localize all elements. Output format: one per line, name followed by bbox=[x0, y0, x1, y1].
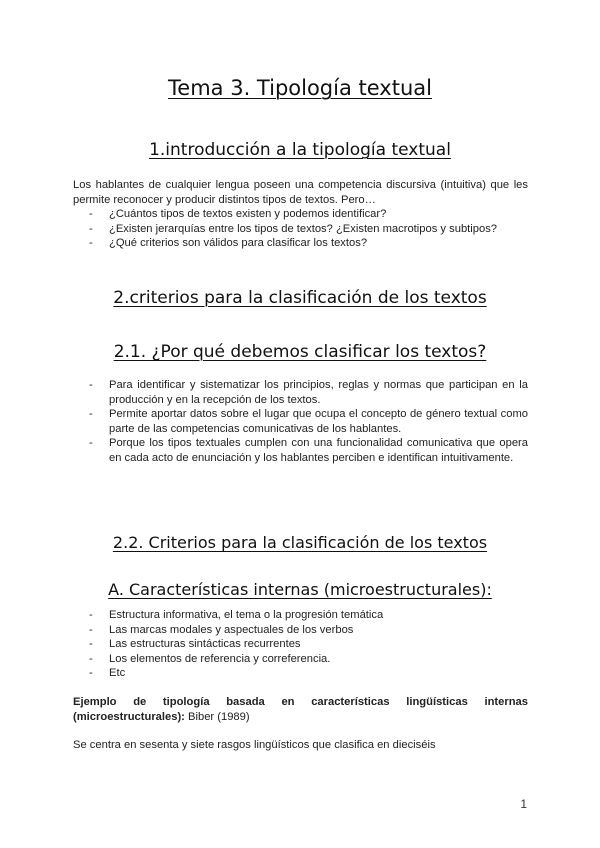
internal-characteristics-list bbox=[73, 608, 528, 681]
example-paragraph bbox=[73, 695, 528, 724]
list-item: - Permite aportar datos sobre el lugar que ocupa el concepto de género textual como parte de las competencias comunicativas de los hablantes. bbox=[89, 408, 528, 435]
list-item: - Etc bbox=[89, 667, 126, 679]
list-item: - Las estructuras sintácticas recurrentes bbox=[89, 638, 301, 650]
list-item: - Las marcas modales y aspectuales de los verbos bbox=[89, 623, 354, 636]
section-1-heading: 1.introducción a la tipología textual bbox=[149, 140, 451, 160]
section-2-heading: 2.criterios para la clasificación de los textos bbox=[113, 288, 487, 308]
section-2-1-reason-list bbox=[73, 378, 528, 465]
example-label: Ejemplo de tipología basada en características lingüísticas internas (microestructurales): bbox=[73, 696, 528, 723]
section-1-paragraph: Los hablantes de cualquier lengua poseen una competencia discursiva (intuitiva) que les permite reconocer y producir distintos tipos de textos. Pero… bbox=[73, 179, 528, 206]
list-item: - Los elementos de referencia y correferencia. bbox=[89, 652, 331, 665]
closing-paragraph: Se centra en sesenta y siete rasgos lingüísticos que clasifica en dieciséis bbox=[73, 739, 436, 751]
section-1-question-list bbox=[73, 207, 528, 251]
section-2-1-heading: 2.1. ¿Por qué debemos clasificar los textos? bbox=[113, 342, 487, 362]
page-number: 1 bbox=[520, 797, 527, 811]
list-item: - ¿Existen jerarquías entre los tipos de textos? ¿Existen macrotipos y subtipos? bbox=[89, 222, 498, 235]
list-item: - ¿Qué criterios son válidos para clasificar los textos? bbox=[89, 237, 368, 249]
section-2-2-heading: 2.2. Criterios para la clasificación de los textos bbox=[112, 533, 488, 552]
list-item: - ¿Cuántos tipos de textos existen y podemos identificar? bbox=[89, 208, 387, 220]
list-item: - Para identificar y sistematizar los principios, reglas y normas que participan en la producción y en la recepción de los textos. bbox=[89, 379, 528, 406]
example-reference: Biber (1989) bbox=[184, 710, 250, 723]
list-item: - Porque los tipos textuales cumplen con una funcionalidad comunicativa que opera en cada acto de enunciación y los hablantes perciben e identifican intuitivamente. bbox=[89, 437, 528, 464]
page-title: Tema 3. Tipología textual bbox=[168, 76, 432, 100]
list-item: - Estructura informativa, el tema o la progresión temática bbox=[89, 609, 384, 621]
subsection-a-heading: A. Características internas (microestructurales): bbox=[108, 580, 492, 599]
